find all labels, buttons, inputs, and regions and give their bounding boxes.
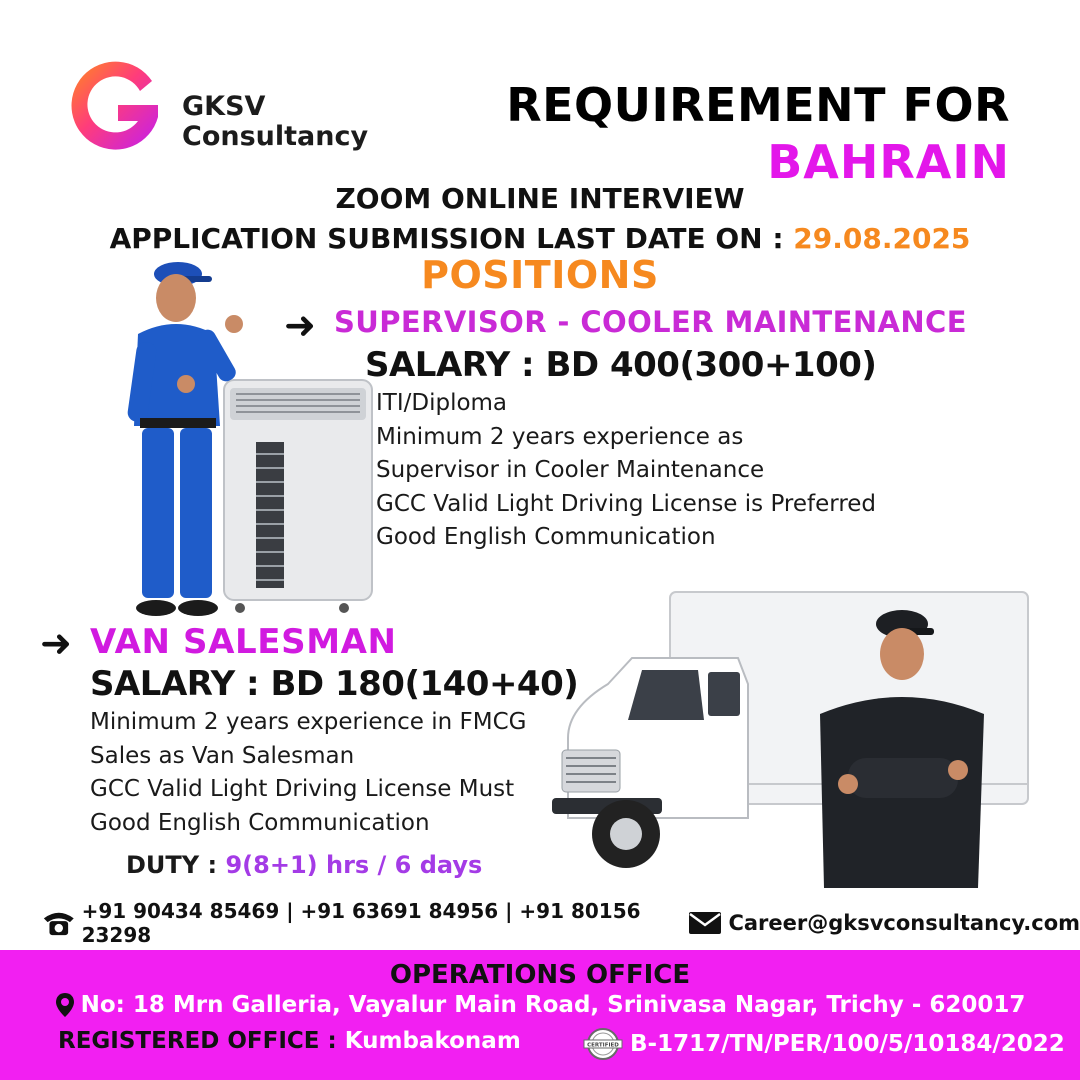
license-number: B-1717/TN/PER/100/5/10184/2022 [630,1031,1065,1057]
duty-line [126,851,482,879]
requirement-item: Sales as Van Salesman [90,742,355,769]
phone-numbers[interactable]: +91 90434 85469 | +91 63691 84956 | +91 80156 23298 [81,899,641,947]
arrow-right-icon: ➜ [284,303,316,347]
certified-stamp-icon [582,1026,624,1062]
requirement-item: GCC Valid Light Driving License is Preferred [376,490,877,517]
requirement-item: GCC Valid Light Driving License Must [90,776,515,803]
svg-text:CERTIFIED: CERTIFIED [587,1042,619,1049]
office-address: No: 18 Mrn Galleria, Vayalur Main Road, Srinivasa Nagar, Trichy - 620017 [80,992,1026,1018]
job2-title: VAN SALESMAN [90,622,397,662]
brand-name: GKSV [182,91,266,122]
operations-office-title: OPERATIONS OFFICE [389,960,691,990]
license-row [582,1026,1065,1062]
deadline-line [0,222,1080,255]
requirement-item: Good English Communication [376,524,716,551]
job2-requirements [90,706,526,840]
envelope-icon [688,910,722,936]
requirement-item: Minimum 2 years experience in FMCG [90,709,527,735]
g-logo-icon [60,55,170,165]
email-address[interactable]: Career@gksvconsultancy.com [728,911,1080,935]
registered-office-row [58,1028,521,1054]
duty-value: 9(8+1) hrs / 6 days [225,851,483,879]
job1-requirements [376,387,876,555]
requirement-item: Minimum 2 years experience as [376,423,744,450]
requirement-item: ITI/Diploma [376,390,508,416]
registered-value: Kumbakonam [344,1028,521,1054]
registered-label: REGISTERED OFFICE : [58,1028,337,1054]
location-pin-icon [55,992,75,1018]
requirement-item: Supervisor in Cooler Maintenance [376,457,765,484]
requirement-item: Good English Communication [90,809,430,836]
arrow-right-icon: ➜ [40,621,72,665]
email-group [688,910,1080,936]
headline-title: REQUIREMENT FOR [506,78,1010,132]
duty-label: DUTY : [126,851,218,879]
deadline-date: 29.08.2025 [793,222,971,255]
job1-salary: SALARY : BD 400(300+100) [365,345,877,385]
address-row [0,992,1080,1018]
truck-illustration [548,588,1033,888]
positions-heading: POSITIONS [421,253,659,297]
contact-row [42,899,1080,947]
deadline-label: APPLICATION SUBMISSION LAST DATE ON : [109,222,784,255]
brand-subtitle: Consultancy [182,121,369,152]
zoom-interview-line: ZOOM ONLINE INTERVIEW [335,182,745,215]
job1-title: SUPERVISOR - COOLER MAINTENANCE [334,305,967,339]
phone-icon [42,908,76,938]
job2-salary: SALARY : BD 180(140+40) [90,664,579,704]
headline-country: BAHRAIN [767,135,1010,189]
